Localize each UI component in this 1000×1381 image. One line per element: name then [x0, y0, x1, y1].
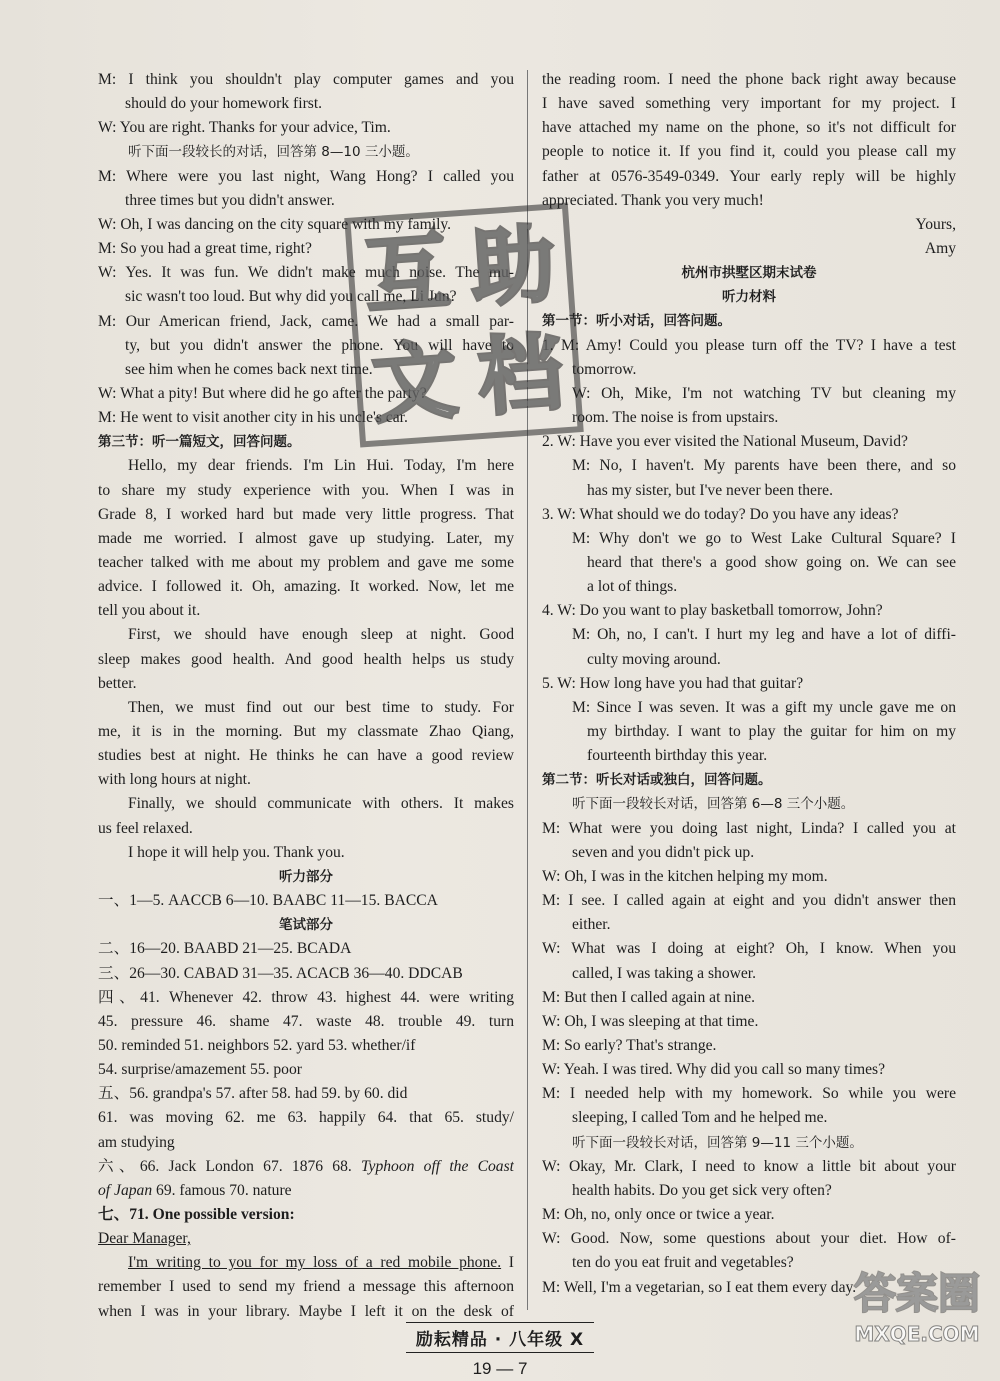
right-column-line: 第一节：听小对话，回答问题。 [542, 313, 731, 330]
page-footer [0, 1322, 1000, 1379]
page-number: 19 — 7 [472, 1359, 528, 1378]
watermark-url: MXQE.COM [854, 1322, 980, 1346]
left-column-line: advice. I followed it. Oh, amazing. It worked. Now, let me [98, 578, 514, 596]
left-column-line: 61. was moving 62. me 63. happily 64. that 65. study/ [98, 1109, 514, 1127]
right-column-line: 听力材料 [722, 289, 776, 306]
left-column-line: better. [98, 674, 137, 692]
right-column-line: 杭州市拱墅区期末试卷 [681, 265, 817, 282]
right-column-line: fourteenth birthday this year. [587, 747, 768, 765]
right-column-line: M: Since I was seven. It was a gift my uncle gave me on [572, 698, 956, 716]
left-column-line: sleep makes good health. And good health helps us study [98, 650, 514, 668]
right-column-line: M: No, I haven't. My parents have been there, and so [572, 457, 956, 475]
right-column-line: M: I needed help with my homework. So while you were [542, 1085, 956, 1103]
right-column-line: M: Why don't we go to West Lake Cultural Square? I [572, 529, 956, 547]
left-column-line: three times but you didn't answer. [125, 191, 335, 209]
left-column-line: am studying [98, 1133, 175, 1151]
left-column-line: 听力部分 [279, 868, 333, 885]
right-column-line: W: Okay, Mr. Clark, I need to know a little bit about your [542, 1157, 956, 1175]
left-column-line: Dear Manager, [98, 1230, 191, 1248]
left-column-line: remember I used to send my friend a message this afternoon [98, 1278, 514, 1296]
left-column-line: Grade 8, I worked hard but made very little progress. That [98, 505, 514, 523]
right-column-line: my birthday. I want to play the guitar for him on my [587, 723, 956, 741]
right-column-line: has my sister, but I've never been there. [587, 481, 833, 499]
left-column-line: I hope it will help you. Thank you. [128, 843, 345, 861]
left-column-line: 听下面一段较长的对话，回答第 8—10 三小题。 [128, 144, 419, 161]
right-column-line: 第二节：听长对话或独白，回答问题。 [542, 772, 772, 789]
right-column-line: W: Good. Now, some questions about your diet. How of- [542, 1230, 956, 1248]
left-column-line: M: So you had a great time, right? [98, 240, 312, 258]
stamp-watermark [344, 202, 583, 447]
right-column-line: the reading room. I need the phone back right away because [542, 71, 956, 88]
left-column-line: W: Yes. It was fun. We didn't make much noise. The mu- [98, 264, 514, 282]
left-column-line: 笔试部分 [279, 917, 333, 934]
left-column-line: First, we should have enough sleep at night. Good [128, 626, 514, 644]
right-column-line: M: So early? That's strange. [542, 1037, 717, 1054]
left-column-line: us feel relaxed. [98, 819, 193, 837]
left-column-line: teacher talked with me about my problem and gave me some [98, 553, 514, 571]
left-column-line: 三、26—30. CABAD 31—35. ACACB 36—40. DDCAB [98, 964, 463, 982]
right-column-line: M: Well, I'm a vegetarian, so I eat them every day. [542, 1278, 857, 1296]
left-column-line: of Japan 69. famous 70. nature [98, 1181, 292, 1199]
right-column-line: 4. W: Do you want to play basketball tomorrow, John? [542, 602, 883, 620]
left-column-line: M: Our American friend, Jack, came. We had a small par- [98, 312, 514, 330]
right-column-line: tomorrow. [572, 360, 637, 378]
left-column-line: M: He went to visit another city in his uncle's car. [98, 409, 408, 427]
right-column-line: 听下面一段较长对话，回答第 9—11 三个小题。 [572, 1134, 863, 1151]
right-column-line: ten do you eat fruit and vegetables? [572, 1254, 794, 1272]
right-column-line: W: Oh, I was in the kitchen helping my mom. [542, 867, 828, 885]
right-column-line: M: But then I called again at nine. [542, 988, 756, 1006]
left-column-line: 第三节：听一篇短文，回答问题。 [98, 434, 301, 451]
left-column-line: 50. reminded 51. neighbors 52. yard 53. whether/if [98, 1036, 416, 1054]
right-column-line: 3. W: What should we do today? Do you have any ideas? [542, 505, 899, 523]
right-column-line: 1. M: Amy! Could you please turn off the TV? I have a test [542, 336, 956, 354]
footer-brand: 励耘精品 · 八年级 X [406, 1322, 594, 1353]
right-column-line: either. [572, 916, 611, 934]
right-column-line: W: Oh, Mike, I'm not watching TV but cleaning my [572, 384, 956, 402]
left-column-line: W: You are right. Thanks for your advice, Tim. [98, 119, 391, 137]
left-column-line: M: I think you shouldn't play computer games and you [98, 71, 514, 88]
left-column-line: 五、56. grandpa's 57. after 58. had 59. by 60. did [98, 1085, 408, 1103]
left-column-line: 四、41. Whenever 42. throw 43. highest 44. were writing [98, 988, 514, 1006]
left-column-line: to share my study experience with you. When I was in [98, 481, 514, 499]
right-column-line: 2. W: Have you ever visited the National Museum, David? [542, 433, 908, 451]
right-column-line: W: Yeah. I was tired. Why did you call so many times? [542, 1061, 886, 1079]
right-column-line: M: Oh, no, only once or twice a year. [542, 1206, 775, 1224]
left-column-line: me, it is in the morning. But my classmate Zhao Qiang, [98, 723, 514, 740]
right-column-line: health habits. Do you get sick very often? [572, 1181, 832, 1199]
right-column-line: 5. W: How long have you had that guitar? [542, 674, 804, 692]
right-column-line: M: I see. I called again at eight and you didn't answer then [542, 892, 956, 910]
right-column-line: sleeping, I called Tom and he helped me. [572, 1109, 828, 1127]
left-column-line: Finally, we should communicate with others. It makes [128, 795, 514, 813]
left-column-line: W: Oh, I was dancing on the city square with my family. [98, 215, 452, 233]
left-column-line: W: What a pity! But where did he go after the party? [98, 384, 427, 402]
right-column-line: I have saved something very important for my project. I [542, 95, 956, 113]
stamp-char-4: 档 [475, 323, 566, 427]
left-column-line: with long hours at night. [98, 771, 251, 789]
right-column-line: Amy [924, 240, 956, 258]
left-column-line: studies best at night. He thinks he can have a good review [98, 747, 514, 765]
stamp-char-1: 互 [361, 222, 453, 326]
right-column-line: appreciated. Thank you very much! [542, 191, 764, 209]
left-column-line: 45. pressure 46. shame 47. waste 48. trouble 49. turn [98, 1012, 514, 1030]
right-column-line: called, I was taking a shower. [572, 964, 757, 982]
left-column-line: sic wasn't too loud. But why did you call me, Li Jun? [125, 288, 457, 306]
left-column-line: I'm writing to you for my loss of a red mobile phone. I [128, 1254, 514, 1272]
right-column-line: W: Oh, I was sleeping at that time. [542, 1012, 759, 1030]
left-column-line: see him when he comes back next time. [125, 360, 373, 378]
right-column-line: have attached my name on the phone, so it's not difficult for [542, 119, 956, 137]
left-column-line: should do your homework first. [125, 95, 323, 113]
right-column-line: culty moving around. [587, 650, 721, 668]
right-column-line: father at 0576-3549-0349. Your early reply will be highly [542, 167, 956, 185]
left-column-line: Hello, my dear friends. I'm Lin Hui. Today, I'm here [128, 457, 514, 475]
left-column-line: Then, we must find out our best time to study. For [128, 698, 514, 716]
right-column [542, 68, 956, 1300]
right-column-line: M: Oh, no, I can't. I hurt my leg and have a lot of diffi- [572, 626, 956, 644]
left-column-line: 一、1—5. AACCB 6—10. BAABC 11—15. BACCA [98, 892, 438, 910]
left-column-line: 54. surprise/amazement 55. poor [98, 1061, 302, 1079]
right-column-line: M: What were you doing last night, Linda? I called you at [542, 819, 956, 837]
watermark-logo-text: 答案圈 [853, 1269, 980, 1318]
left-column-line: 七、71. One possible version: [98, 1206, 295, 1224]
right-column-line: people to notice it. If you find it, could you please call my [542, 143, 956, 161]
left-column-line: M: Where were you last night, Wang Hong? I called you [98, 167, 514, 185]
left-column-line: when I was in your library. Maybe I left it on the desk of [98, 1302, 514, 1320]
right-column-line: room. The noise is from upstairs. [572, 409, 779, 427]
right-column-line: heard that there's a good show going on. We can see [587, 553, 956, 571]
right-column-line: W: What was I doing at eight? Oh, I know. When you [542, 940, 956, 958]
left-column-line: tell you about it. [98, 602, 201, 620]
right-column-line: 听下面一段较长对话，回答第 6—8 三个小题。 [572, 796, 855, 813]
left-column-line: 六、66. Jack London 67. 1876 68. Typhoon off the Coast [98, 1157, 514, 1175]
right-column-line: Yours, [915, 215, 956, 233]
left-column-line: 二、16—20. BAABD 21—25. BCADA [98, 940, 352, 958]
stamp-char-2: 助 [467, 214, 559, 319]
left-column-line: ty, but you didn't answer the phone. You will have to [125, 336, 514, 354]
right-column-line: seven and you didn't pick up. [572, 843, 755, 861]
right-column-line: a lot of things. [587, 578, 678, 596]
left-column-line: made me worried. I almost gave up studying. Later, my [98, 529, 514, 547]
stamp-char-3: 文 [369, 330, 461, 435]
